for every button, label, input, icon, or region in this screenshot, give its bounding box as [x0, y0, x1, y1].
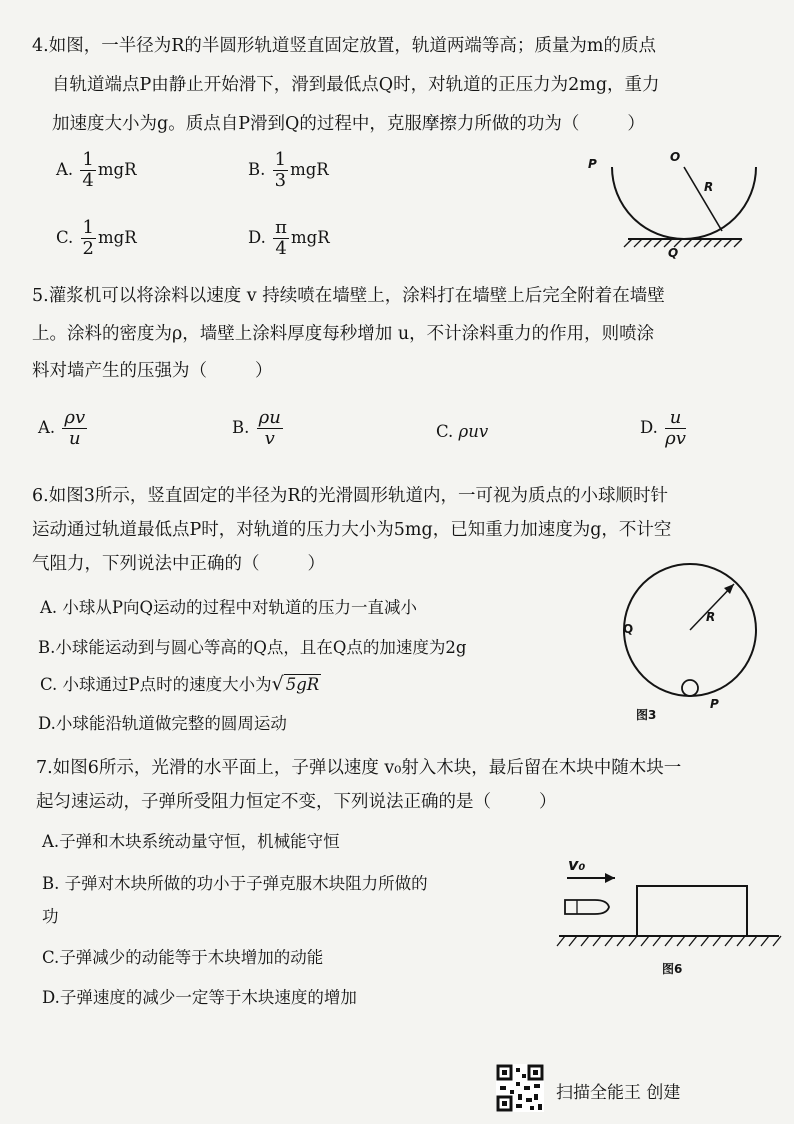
q5-line-2: 上。涂料的密度为ρ，墙壁上涂料厚度每秒增加 u，不计涂料重力的作用，则喷涂 — [32, 324, 655, 344]
q7-option-b-continued: 功 — [42, 907, 59, 926]
q4-label-q: Q — [668, 246, 679, 260]
q4-line-3: 加速度大小为g。质点自P滑到Q的过程中，克服摩擦力所做的功为（ ） — [52, 114, 645, 134]
q5-line-3: 料对墙产生的压强为（ ） — [32, 361, 273, 381]
bullet-block-figure — [555, 850, 785, 950]
q5-line-1: 5.灌浆机可以将涂料以速度 v 持续喷在墙壁上，涂料打在墙壁上后完全附着在墙壁 — [32, 286, 665, 306]
q6-line-3: 气阻力，下列说法中正确的（ ） — [32, 554, 325, 574]
q7-option-b: B. 子弹对木块所做的功小于子弹克服木块阻力所做的 — [42, 874, 428, 893]
scanner-watermark: 扫描全能王 创建 — [556, 1083, 681, 1103]
circle-track-figure — [610, 562, 770, 712]
q5-option-d: D. $\frac{u}{\rho v}$ — [640, 407, 686, 449]
q6-line-2: 运动通过轨道最低点P时，对轨道的压力大小为5mg，已知重力加速度为g，不计空 — [32, 520, 672, 540]
q4-option-a: A. $\frac{1}{4}$ mgR — [56, 149, 137, 191]
q6-line-1: 6.如图3所示，竖直固定的半径为R的光滑圆形轨道内，一可视为质点的小球顺时针 — [32, 486, 669, 506]
q4-option-c: C. $\frac{1}{2}$ mgR — [56, 217, 137, 259]
q7-line-2: 起匀速运动，子弹所受阻力恒定不变，下列说法正确的是（ ） — [36, 792, 557, 812]
q4-line-1: 4.如图，一半径为R的半圆形轨道竖直固定放置，轨道两端等高；质量为m的质点 — [32, 36, 656, 56]
q4-label-p: P — [588, 157, 597, 171]
q6-option-d: D.小球能沿轨道做完整的圆周运动 — [38, 714, 287, 733]
q6-option-b: B.小球能运动到与圆心等高的Q点，且在Q点的加速度为2g — [38, 638, 467, 657]
q4-option-b: B. $\frac{1}{3}$ mgR — [248, 149, 329, 191]
q7-option-a: A.子弹和木块系统动量守恒，机械能守恒 — [42, 832, 340, 851]
q4-option-d: D. $\frac{\pi}{4}$ mgR — [248, 217, 330, 259]
qr-code-icon — [496, 1064, 544, 1112]
q7-figure-caption: 图6 — [662, 962, 683, 976]
q7-option-c: C.子弹减少的动能等于木块增加的动能 — [42, 948, 324, 967]
q5-option-a: A. $\frac{\rho v}{u}$ — [38, 407, 86, 449]
q7-line-1: 7.如图6所示，光滑的水平面上，子弹以速度 v₀射入木块，最后留在木块中随木块一 — [36, 758, 682, 778]
q4-label-r: R — [704, 180, 714, 194]
q5-option-b: B. $\frac{\rho u}{v}$ — [232, 407, 281, 449]
q6-figure-caption: 图3 — [636, 708, 657, 722]
q6-option-c: C. 小球通过P点时的速度大小为√ 5gR — [40, 673, 320, 695]
q7-label-v0: v₀ — [568, 855, 586, 874]
q4-line-2: 自轨道端点P由静止开始滑下，滑到最低点Q时，对轨道的正压力为2mg，重力 — [52, 75, 660, 95]
q5-option-c: C. ρuv — [436, 422, 489, 441]
q6-option-a: A. 小球从P向Q运动的过程中对轨道的压力一直减小 — [40, 598, 418, 617]
q4-label-o: O — [670, 150, 681, 164]
q6-label-r: R — [706, 610, 716, 624]
q7-option-d: D.子弹速度的减少一定等于木块速度的增加 — [42, 988, 357, 1007]
q6-label-q: Q — [623, 622, 634, 636]
q6-label-p: P — [710, 697, 719, 711]
